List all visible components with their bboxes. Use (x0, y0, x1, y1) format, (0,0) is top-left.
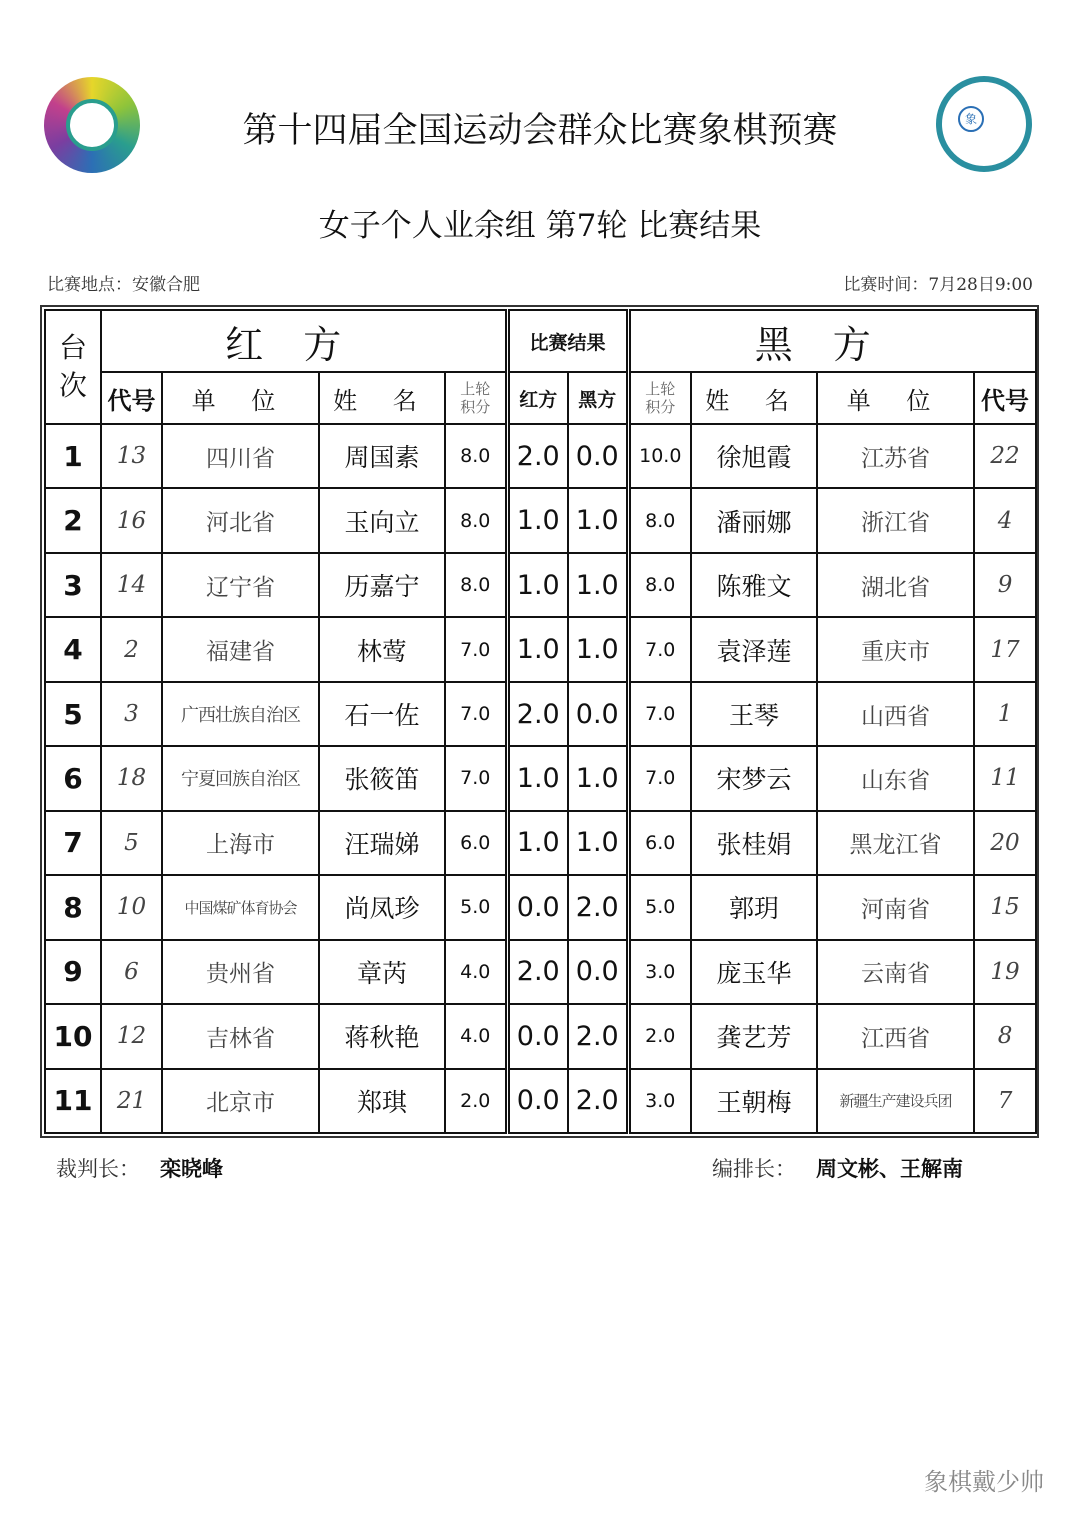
black-prev-points: 7.0 (628, 617, 691, 681)
black-code: 7 (974, 1069, 1036, 1133)
black-result: 1.0 (568, 553, 628, 617)
board-number: 1 (45, 424, 101, 488)
referee: 裁判长： 栾晓峰 (56, 1156, 223, 1181)
red-code: 14 (101, 553, 162, 617)
table-row (45, 875, 1036, 939)
black-code: 4 (974, 488, 1036, 552)
black-unit: 重庆市 (817, 617, 974, 681)
black-unit: 湖北省 (817, 553, 974, 617)
red-result: 1.0 (507, 617, 568, 681)
board-number: 4 (45, 617, 101, 681)
red-unit: 北京市 (162, 1069, 319, 1133)
red-prev-points: 6.0 (445, 811, 507, 875)
black-prev-points: 3.0 (628, 940, 691, 1004)
black-prev-points: 2.0 (628, 1004, 691, 1068)
results-table (40, 305, 1039, 1138)
black-unit: 黑龙江省 (817, 811, 974, 875)
board-number: 8 (45, 875, 101, 939)
red-unit: 辽宁省 (162, 553, 319, 617)
res-black-header: 黑方 (568, 372, 628, 424)
black-prev-points: 7.0 (628, 746, 691, 810)
red-result: 0.0 (507, 1004, 568, 1068)
red-prev-points: 8.0 (445, 424, 507, 488)
table-row (45, 746, 1036, 810)
red-code: 10 (101, 875, 162, 939)
board-number: 6 (45, 746, 101, 810)
red-result: 0.0 (507, 1069, 568, 1133)
red-name: 尚凤珍 (319, 875, 445, 939)
black-unit: 浙江省 (817, 488, 974, 552)
black-code: 22 (974, 424, 1036, 488)
result-header: 比赛结果 (507, 310, 628, 372)
red-result: 2.0 (507, 940, 568, 1004)
page-title: 第十四届全国运动会群众比赛象棋预赛 (242, 111, 838, 151)
red-name: 石一佐 (319, 682, 445, 746)
table-row (45, 488, 1036, 552)
red-result: 2.0 (507, 424, 568, 488)
table-row (45, 1004, 1036, 1068)
red-prev-points: 4.0 (445, 940, 507, 1004)
black-result: 2.0 (568, 1004, 628, 1068)
black-code: 11 (974, 746, 1036, 810)
black-result: 2.0 (568, 1069, 628, 1133)
red-name: 周国素 (319, 424, 445, 488)
black-result: 0.0 (568, 940, 628, 1004)
black-result: 1.0 (568, 811, 628, 875)
red-code: 2 (101, 617, 162, 681)
red-result: 1.0 (507, 811, 568, 875)
black-code-header: 代号 (974, 372, 1036, 424)
red-prev-points: 2.0 (445, 1069, 507, 1133)
black-name: 郭玥 (691, 875, 817, 939)
red-code: 3 (101, 682, 162, 746)
res-red-header: 红方 (507, 372, 568, 424)
table-row (45, 811, 1036, 875)
black-unit: 河南省 (817, 875, 974, 939)
red-unit: 福建省 (162, 617, 319, 681)
red-code: 13 (101, 424, 162, 488)
red-code: 12 (101, 1004, 162, 1068)
red-prev-points: 8.0 (445, 488, 507, 552)
black-result: 1.0 (568, 617, 628, 681)
red-unit: 上海市 (162, 811, 319, 875)
board-number: 5 (45, 682, 101, 746)
board-number: 3 (45, 553, 101, 617)
black-result: 1.0 (568, 746, 628, 810)
black-name: 陈雅文 (691, 553, 817, 617)
board-header: 台次 (45, 310, 101, 424)
board-number: 9 (45, 940, 101, 1004)
board-number: 10 (45, 1004, 101, 1068)
red-prev-points: 7.0 (445, 682, 507, 746)
table-row (45, 553, 1036, 617)
black-unit: 山西省 (817, 682, 974, 746)
black-prev-points: 8.0 (628, 553, 691, 617)
black-name: 潘丽娜 (691, 488, 817, 552)
black-result: 0.0 (568, 682, 628, 746)
black-name: 王朝梅 (691, 1069, 817, 1133)
black-prev-points: 8.0 (628, 488, 691, 552)
black-unit: 江西省 (817, 1004, 974, 1068)
red-code: 5 (101, 811, 162, 875)
black-code: 8 (974, 1004, 1036, 1068)
black-unit: 江苏省 (817, 424, 974, 488)
watermark: 象棋戴少帅 (924, 1468, 1044, 1496)
black-name: 张桂娟 (691, 811, 817, 875)
black-name-header: 姓 名 (691, 372, 817, 424)
black-prev-points: 7.0 (628, 682, 691, 746)
red-result: 1.0 (507, 746, 568, 810)
black-code: 1 (974, 682, 1036, 746)
red-code-header: 代号 (101, 372, 162, 424)
red-unit: 吉林省 (162, 1004, 319, 1068)
board-number: 7 (45, 811, 101, 875)
black-prev-points: 6.0 (628, 811, 691, 875)
red-prev-points: 4.0 (445, 1004, 507, 1068)
red-unit: 中国煤矿体育协会 (162, 875, 319, 939)
black-result: 1.0 (568, 488, 628, 552)
red-prev-points: 7.0 (445, 617, 507, 681)
venue: 比赛地点：安徽合肥 (47, 275, 200, 295)
red-name: 汪瑞娣 (319, 811, 445, 875)
xiangqi-logo: 象 (936, 76, 1032, 172)
page-subtitle: 女子个人业余组 第7轮 比赛结果 (318, 208, 762, 244)
red-name: 林莺 (319, 617, 445, 681)
black-header: 黑方 (628, 310, 1036, 372)
black-unit: 云南省 (817, 940, 974, 1004)
red-name: 历嘉宁 (319, 553, 445, 617)
black-name: 龚艺芳 (691, 1004, 817, 1068)
black-code: 15 (974, 875, 1036, 939)
board-number: 11 (45, 1069, 101, 1133)
red-unit: 贵州省 (162, 940, 319, 1004)
table-row (45, 1069, 1036, 1133)
red-code: 18 (101, 746, 162, 810)
red-name: 郑琪 (319, 1069, 445, 1133)
black-prev-points: 5.0 (628, 875, 691, 939)
black-name: 袁泽莲 (691, 617, 817, 681)
black-unit: 新疆生产建设兵团 (817, 1069, 974, 1133)
red-name: 张筱笛 (319, 746, 445, 810)
black-code: 9 (974, 553, 1036, 617)
black-name: 王琴 (691, 682, 817, 746)
red-name: 章芮 (319, 940, 445, 1004)
red-prev-header: 上轮积分 (445, 372, 507, 424)
black-name: 庞玉华 (691, 940, 817, 1004)
red-unit: 河北省 (162, 488, 319, 552)
red-prev-points: 7.0 (445, 746, 507, 810)
red-result: 2.0 (507, 682, 568, 746)
red-unit: 广西壮族自治区 (162, 682, 319, 746)
black-prev-points: 3.0 (628, 1069, 691, 1133)
black-code: 20 (974, 811, 1036, 875)
black-prev-header: 上轮积分 (628, 372, 691, 424)
black-result: 2.0 (568, 875, 628, 939)
black-result: 0.0 (568, 424, 628, 488)
table-row (45, 682, 1036, 746)
red-unit: 宁夏回族自治区 (162, 746, 319, 810)
black-prev-points: 10.0 (628, 424, 691, 488)
table-row (45, 617, 1036, 681)
black-unit: 山东省 (817, 746, 974, 810)
red-result: 1.0 (507, 488, 568, 552)
match-time: 比赛时间：7月28日9:00 (843, 275, 1033, 295)
red-result: 1.0 (507, 553, 568, 617)
red-code: 6 (101, 940, 162, 1004)
black-name: 宋梦云 (691, 746, 817, 810)
arranger: 编排长： 周文彬、王解南 (712, 1156, 963, 1181)
red-code: 16 (101, 488, 162, 552)
table-row (45, 424, 1036, 488)
red-name: 玉向立 (319, 488, 445, 552)
table-row (45, 940, 1036, 1004)
red-result: 0.0 (507, 875, 568, 939)
red-prev-points: 8.0 (445, 553, 507, 617)
black-unit-header: 单 位 (817, 372, 974, 424)
red-name: 蒋秋艳 (319, 1004, 445, 1068)
black-name: 徐旭霞 (691, 424, 817, 488)
red-unit: 四川省 (162, 424, 319, 488)
black-code: 17 (974, 617, 1036, 681)
red-header: 红方 (101, 310, 507, 372)
red-unit-header: 单 位 (162, 372, 319, 424)
red-prev-points: 5.0 (445, 875, 507, 939)
red-name-header: 姓 名 (319, 372, 445, 424)
red-code: 21 (101, 1069, 162, 1133)
board-number: 2 (45, 488, 101, 552)
black-code: 19 (974, 940, 1036, 1004)
